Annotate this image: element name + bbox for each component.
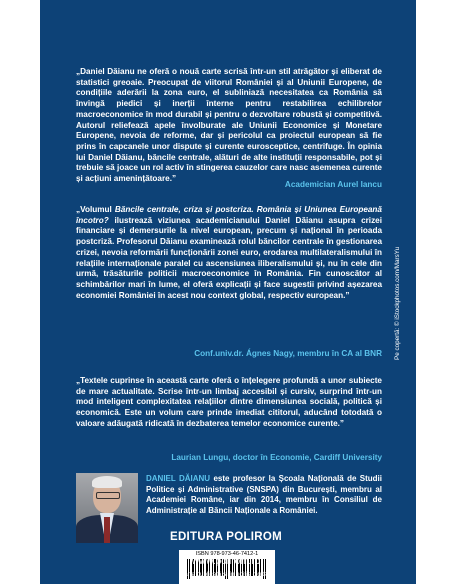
quote-2 bbox=[76, 205, 382, 301]
quote-2-text-before: „Volumul bbox=[76, 205, 115, 214]
quote-2-book-title: Băncile centrale, criza și postcriza. România și Uniunea Europeană încotro? bbox=[76, 205, 382, 225]
quote-3-text: „Textele cuprinse în această carte oferă o înțelegere profundă a unor subiecte de mare actualitate. Scrise într-un limbaj accesibil și cursiv, surprind într-un mod inteligent complexitatea relațiilor dintre dimensiunea socială, politică și economică. Este un volum care prinde imediat cititorul, aducând totodată o valoare adăugată ridicată în dezbaterea temelor economice curente.” bbox=[76, 376, 382, 428]
author-bio bbox=[146, 474, 382, 516]
publisher-website: www.polirom.ro bbox=[191, 556, 261, 567]
quote-2-author: Conf.univ.dr. Ágnes Nagy, membru în CA al BNR bbox=[194, 349, 382, 358]
cover-image-credit: Pe copertă: © iStockphotos.com/MarsYu bbox=[394, 246, 401, 360]
quote-1-text: „Daniel Dăianu ne oferă o nouă carte scrisă într-un stil atrăgător și eliberat de statistici greoaie. Preocupat de viitorul României și al Uniunii Europene, de condițiile aderării la zona euro, el subliniază necesitatea ca România să învingă piedici și inerții înterne pentru restabilirea echilibrelor macroeconomice în mod durabil și pentru o dezvoltare robustă și competitivă. Autorul reliefează apele învolburate ale Uniunii Economice și Monetare Europene, nevoia de reforme, dar și pericolul ca proiectul european să fie prins în capcanele unor dispute și curente eurosceptice, centrifuge. În opinia lui Daniel Dăianu, băncile centrale, alături de alte instituții responsabile, pot și trebuie să joace un rol activ în stingerea cauzelor care nasc asemenea curente și acțiuni amenințătoare.” bbox=[76, 67, 382, 184]
quote-1 bbox=[76, 67, 382, 185]
quote-3 bbox=[76, 376, 382, 430]
isbn-number: ISBN 978-973-46-7412-1 bbox=[195, 551, 259, 557]
author-name: DANIEL DĂIANU bbox=[146, 474, 211, 483]
quote-3-author: Laurian Lungu, doctor în Economie, Cardiff University bbox=[171, 453, 382, 462]
author-bio-text: este profesor la Școala Națională de Studii Politice și Administrative (SNSPA) din București, membru al Academiei Române, iar din 2014, membru în Consiliul de Administrație al Băncii Naționale a României. bbox=[146, 474, 383, 515]
publisher-name: EDITURA POLIROM bbox=[169, 531, 283, 543]
quote-2-text-after: ilustrează viziunea academicianului Daniel Dăianu asupra crizei financiare și demersurile la nivel european, precum și național în perioada postcriză. Profesorul Dăianu examinează rolul băncilor centrale în gestionarea crizei, nevoia reformării funcționării zonei euro, erodarea multilateralismului în relațiile internaționale paralel cu ascensiunea iliberalismului și, nu în cele din urmă, trăsăturile politicii macroeconomice în România. Fin cunoscător al schimbărilor mari în lume, el oferă explicații și face sugestii privind așezarea economiei României în acest nou context global, respectiv european.” bbox=[76, 215, 382, 300]
quote-1-author: Academician Aurel Iancu bbox=[284, 180, 382, 189]
digital-edition-note: Carte publicată și în ediție digitală bbox=[179, 571, 273, 578]
quote-2-text bbox=[76, 205, 382, 301]
